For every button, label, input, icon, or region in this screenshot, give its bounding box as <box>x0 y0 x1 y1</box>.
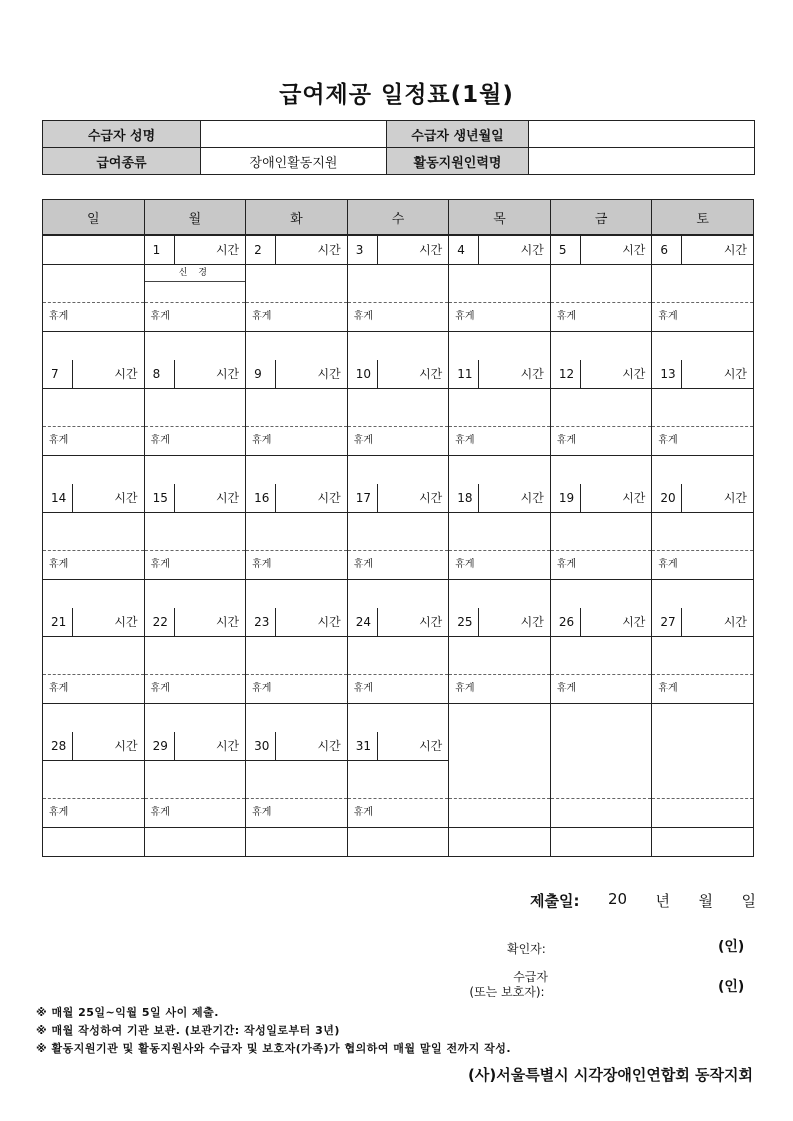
work-time-field[interactable] <box>43 637 144 675</box>
work-time-field[interactable] <box>43 761 144 799</box>
day-header <box>551 236 652 265</box>
recipient-info-table <box>42 120 755 175</box>
day-header <box>652 360 753 389</box>
worker-field[interactable] <box>529 148 755 175</box>
day-header <box>246 360 347 389</box>
work-time-field[interactable] <box>145 637 246 675</box>
day-header <box>246 484 347 513</box>
calendar-day-cell[interactable] <box>449 732 551 857</box>
weekday-header: 수 <box>347 200 449 236</box>
day-number: 23 <box>246 608 276 636</box>
calendar-day-cell[interactable] <box>144 732 246 857</box>
rest-label: 휴게 <box>145 675 246 704</box>
time-label: 시간 <box>520 367 544 381</box>
time-label: 시간 <box>215 615 240 629</box>
day-header <box>145 236 246 265</box>
time-label: 시간 <box>215 739 240 753</box>
work-time-field[interactable] <box>551 389 652 427</box>
calendar-day-cell[interactable] <box>43 608 145 732</box>
page-title: 급여제공 일정표(1월) <box>279 82 514 108</box>
day-number: 31 <box>348 732 378 760</box>
day-header <box>652 608 753 637</box>
submit-day: 일 <box>741 892 756 910</box>
day-number: 27 <box>652 608 682 636</box>
rest-label: 휴게 <box>246 551 347 580</box>
day-header <box>246 608 347 637</box>
work-time-field[interactable] <box>652 637 753 675</box>
work-time-field[interactable] <box>449 513 550 551</box>
day-header <box>145 360 246 389</box>
time-label: 시간 <box>215 243 240 257</box>
rest-label: 휴게 <box>246 799 347 828</box>
time-label: 시간 <box>622 491 646 505</box>
calendar-day-cell[interactable] <box>449 608 551 732</box>
calendar-day-cell[interactable] <box>144 608 246 732</box>
rest-label: 휴게 <box>652 551 753 580</box>
day-number: 15 <box>145 484 175 512</box>
rest-label: 휴게 <box>43 427 144 456</box>
name-field[interactable] <box>201 121 387 148</box>
rest-label: 휴게 <box>145 303 246 332</box>
empty-divider <box>652 798 753 799</box>
calendar-day-cell[interactable] <box>550 608 652 732</box>
time-label: 시간 <box>317 243 341 257</box>
day-number: 7 <box>43 360 73 388</box>
work-time-field[interactable] <box>246 637 347 675</box>
confirm-label: 확인자: <box>507 942 546 956</box>
day-number: 17 <box>348 484 378 512</box>
day-header <box>246 236 347 265</box>
day-header <box>43 732 144 761</box>
calendar-day-cell[interactable] <box>144 235 246 360</box>
worker-label: 활동지원인력명 <box>387 148 529 175</box>
time-label: 시간 <box>419 367 443 381</box>
work-time-field[interactable] <box>246 513 347 551</box>
day-number: 20 <box>652 484 682 512</box>
day-header <box>551 484 652 513</box>
rest-label: 휴게 <box>43 675 144 704</box>
time-label: 시간 <box>723 491 747 505</box>
work-time-field[interactable] <box>145 389 246 427</box>
day-number: 28 <box>43 732 73 760</box>
work-time-field[interactable] <box>43 389 144 427</box>
weekday-header: 금 <box>550 200 652 236</box>
rest-label: 휴게 <box>348 675 449 704</box>
weekday-header: 월 <box>144 200 246 236</box>
rest-label: 휴게 <box>551 675 652 704</box>
time-label: 시간 <box>317 367 341 381</box>
day-number: 1 <box>145 236 175 264</box>
day-header <box>145 608 246 637</box>
day-number: 9 <box>246 360 276 388</box>
day-number: 29 <box>145 732 175 760</box>
submit-month: 월 <box>698 892 713 910</box>
empty-divider <box>652 827 753 828</box>
day-number: 25 <box>449 608 479 636</box>
rest-label: 휴게 <box>551 427 652 456</box>
day-number: 8 <box>145 360 175 388</box>
calendar-day-cell[interactable] <box>652 235 754 360</box>
work-time-field[interactable] <box>652 513 753 551</box>
name-label: 수급자 성명 <box>43 121 201 148</box>
day-number: 26 <box>551 608 581 636</box>
submit-year: 년 <box>655 892 671 910</box>
day-header <box>551 360 652 389</box>
calendar-day-cell[interactable] <box>347 360 449 484</box>
time-label: 시간 <box>317 615 341 629</box>
day-number: 16 <box>246 484 276 512</box>
work-time-field[interactable] <box>348 761 449 799</box>
calendar-day-cell[interactable] <box>246 360 348 484</box>
work-time-field[interactable] <box>551 637 652 675</box>
time-label: 시간 <box>723 367 747 381</box>
day-number: 4 <box>449 236 479 264</box>
time-label: 시간 <box>723 243 747 257</box>
empty-divider <box>551 827 652 828</box>
calendar-day-cell[interactable] <box>550 235 652 360</box>
time-label: 시간 <box>317 491 341 505</box>
calendar-day-cell[interactable] <box>652 360 754 484</box>
confirm-seal: (인) <box>718 939 745 955</box>
weekday-header: 일 <box>43 200 145 236</box>
note-1: ※ 매월 25일~익월 5일 사이 제출. <box>36 1006 219 1019</box>
time-label: 시간 <box>622 615 646 629</box>
day-number: 3 <box>348 236 378 264</box>
organization-name: (사)서울특별시 시각장애인연합회 동작지회 <box>468 1066 753 1084</box>
work-time-field[interactable] <box>652 389 753 427</box>
day-number: 11 <box>449 360 479 388</box>
type-label: 급여종류 <box>43 148 201 175</box>
day-number: 24 <box>348 608 378 636</box>
day-number: 13 <box>652 360 682 388</box>
day-header <box>449 360 550 389</box>
recipient-label <box>466 970 548 1000</box>
calendar-day-cell[interactable] <box>652 484 754 608</box>
calendar-day-cell[interactable] <box>246 608 348 732</box>
type-field[interactable]: 장애인활동지원 <box>201 148 387 175</box>
recipient-seal: (인) <box>718 979 745 995</box>
rest-label: 휴게 <box>449 675 550 704</box>
calendar-day-cell[interactable] <box>144 360 246 484</box>
rest-label: 휴게 <box>449 303 550 332</box>
day-header <box>145 484 246 513</box>
work-time-field[interactable] <box>551 513 652 551</box>
day-header <box>145 732 246 761</box>
work-time-field[interactable] <box>551 265 652 303</box>
calendar-day-cell[interactable] <box>347 732 449 857</box>
time-label: 시간 <box>114 739 138 753</box>
empty-divider <box>449 827 550 828</box>
empty-divider <box>449 798 550 799</box>
time-label: 시간 <box>419 615 443 629</box>
rest-label: 휴게 <box>43 551 144 580</box>
day-header <box>348 236 449 265</box>
day-number: 18 <box>449 484 479 512</box>
work-time-field[interactable] <box>348 389 449 427</box>
work-time-field[interactable] <box>145 513 246 551</box>
rest-label: 휴게 <box>348 303 449 332</box>
calendar-day-cell[interactable] <box>652 732 754 857</box>
day-header <box>449 608 550 637</box>
work-time-field[interactable] <box>449 265 550 303</box>
weekday-header: 화 <box>246 200 348 236</box>
sign-label: 신 경 <box>145 265 246 282</box>
day-number: 6 <box>652 236 682 264</box>
rest-label: 휴게 <box>348 799 449 828</box>
day-number: 5 <box>551 236 581 264</box>
day-number: 14 <box>43 484 73 512</box>
calendar-day-cell[interactable] <box>449 360 551 484</box>
work-time-field[interactable] <box>246 389 347 427</box>
rest-label: 휴게 <box>145 427 246 456</box>
birth-field[interactable] <box>529 121 755 148</box>
work-time-field[interactable] <box>348 513 449 551</box>
calendar-day-cell[interactable] <box>550 732 652 857</box>
time-label: 시간 <box>114 367 138 381</box>
weekday-header: 토 <box>652 200 754 236</box>
day-number: 19 <box>551 484 581 512</box>
submit-year-prefix: 20 <box>607 890 628 908</box>
rest-label: 휴게 <box>246 303 347 332</box>
work-time-field[interactable] <box>449 389 550 427</box>
day-header <box>449 484 550 513</box>
rest-label: 휴게 <box>43 303 144 332</box>
day-header <box>348 732 449 761</box>
day-header <box>652 236 753 265</box>
work-time-field[interactable] <box>449 637 550 675</box>
rest-label: 휴게 <box>551 551 652 580</box>
day-number: 2 <box>246 236 276 264</box>
day-number: 10 <box>348 360 378 388</box>
rest-label: 휴게 <box>246 427 347 456</box>
time-label: 시간 <box>520 491 544 505</box>
calendar-day-cell[interactable] <box>246 484 348 608</box>
calendar-day-cell[interactable] <box>43 484 145 608</box>
work-time-field[interactable] <box>246 761 347 799</box>
day-header <box>652 484 753 513</box>
calendar-day-cell[interactable] <box>347 608 449 732</box>
day-header <box>449 236 550 265</box>
day-number: 21 <box>43 608 73 636</box>
empty-day-header <box>43 236 144 265</box>
rest-label: 휴게 <box>449 427 550 456</box>
time-label: 시간 <box>419 243 443 257</box>
time-label: 시간 <box>520 615 544 629</box>
work-time-field[interactable] <box>348 265 449 303</box>
day-header <box>43 608 144 637</box>
time-label: 시간 <box>114 615 138 629</box>
day-header <box>43 360 144 389</box>
calendar-day-cell[interactable] <box>246 235 348 360</box>
note-2: ※ 매월 작성하여 기관 보관. (보관기간: 작성일로부터 3년) <box>36 1024 340 1037</box>
day-header <box>348 360 449 389</box>
rest-label: 휴게 <box>348 551 449 580</box>
calendar-day-cell[interactable] <box>449 484 551 608</box>
birth-label: 수급자 생년월일 <box>387 121 529 148</box>
work-time-field[interactable] <box>43 513 144 551</box>
calendar-day-cell[interactable] <box>43 360 145 484</box>
day-header <box>246 732 347 761</box>
calendar-day-cell[interactable] <box>43 732 145 857</box>
empty-divider <box>551 798 652 799</box>
rest-label: 휴게 <box>449 551 550 580</box>
time-label: 시간 <box>520 243 544 257</box>
calendar-day-cell[interactable] <box>550 360 652 484</box>
submit-label: 제출일: <box>530 892 580 910</box>
day-header <box>43 484 144 513</box>
note-3: ※ 활동지원기관 및 활동지원사와 수급자 및 보호자(가족)가 협의하여 매월 말일 전까지 작성. <box>36 1042 512 1055</box>
rest-label: 휴게 <box>348 427 449 456</box>
time-label: 시간 <box>622 367 646 381</box>
time-label: 시간 <box>317 739 341 753</box>
calendar-day-cell[interactable] <box>144 484 246 608</box>
day-header <box>348 484 449 513</box>
time-label: 시간 <box>622 243 646 257</box>
day-number: 30 <box>246 732 276 760</box>
day-header <box>348 608 449 637</box>
submit-date <box>530 890 756 911</box>
work-time-field[interactable] <box>145 761 246 799</box>
time-label: 시간 <box>419 739 443 753</box>
day-number: 12 <box>551 360 581 388</box>
weekday-header: 목 <box>449 200 551 236</box>
calendar-day-cell[interactable] <box>449 235 551 360</box>
rest-label: 휴게 <box>145 799 246 828</box>
rest-label: 휴게 <box>652 675 753 704</box>
rest-label: 휴게 <box>551 303 652 332</box>
calendar-day-cell[interactable] <box>347 235 449 360</box>
time-label: 시간 <box>419 491 443 505</box>
time-label: 시간 <box>723 615 747 629</box>
calendar-day-cell[interactable] <box>550 484 652 608</box>
rest-label: 휴게 <box>652 427 753 456</box>
day-header <box>551 608 652 637</box>
rest-label: 휴게 <box>145 551 246 580</box>
calendar-day-cell[interactable] <box>652 608 754 732</box>
calendar-day-cell[interactable] <box>43 235 145 360</box>
calendar-day-cell[interactable] <box>246 732 348 857</box>
calendar-day-cell[interactable] <box>347 484 449 608</box>
recipient-label-2: (또는 보호자): <box>469 985 545 999</box>
work-time-field[interactable] <box>145 265 246 303</box>
calendar-table <box>42 199 754 857</box>
rest-label: 휴게 <box>43 799 144 828</box>
work-time-field[interactable] <box>348 637 449 675</box>
time-label: 시간 <box>215 367 240 381</box>
rest-label: 휴게 <box>652 303 753 332</box>
rest-label: 휴게 <box>246 675 347 704</box>
work-time-field[interactable] <box>246 265 347 303</box>
time-label: 시간 <box>215 491 240 505</box>
work-time-field[interactable] <box>652 265 753 303</box>
day-number: 22 <box>145 608 175 636</box>
time-label: 시간 <box>114 491 138 505</box>
recipient-label-1: 수급자 <box>513 970 548 984</box>
